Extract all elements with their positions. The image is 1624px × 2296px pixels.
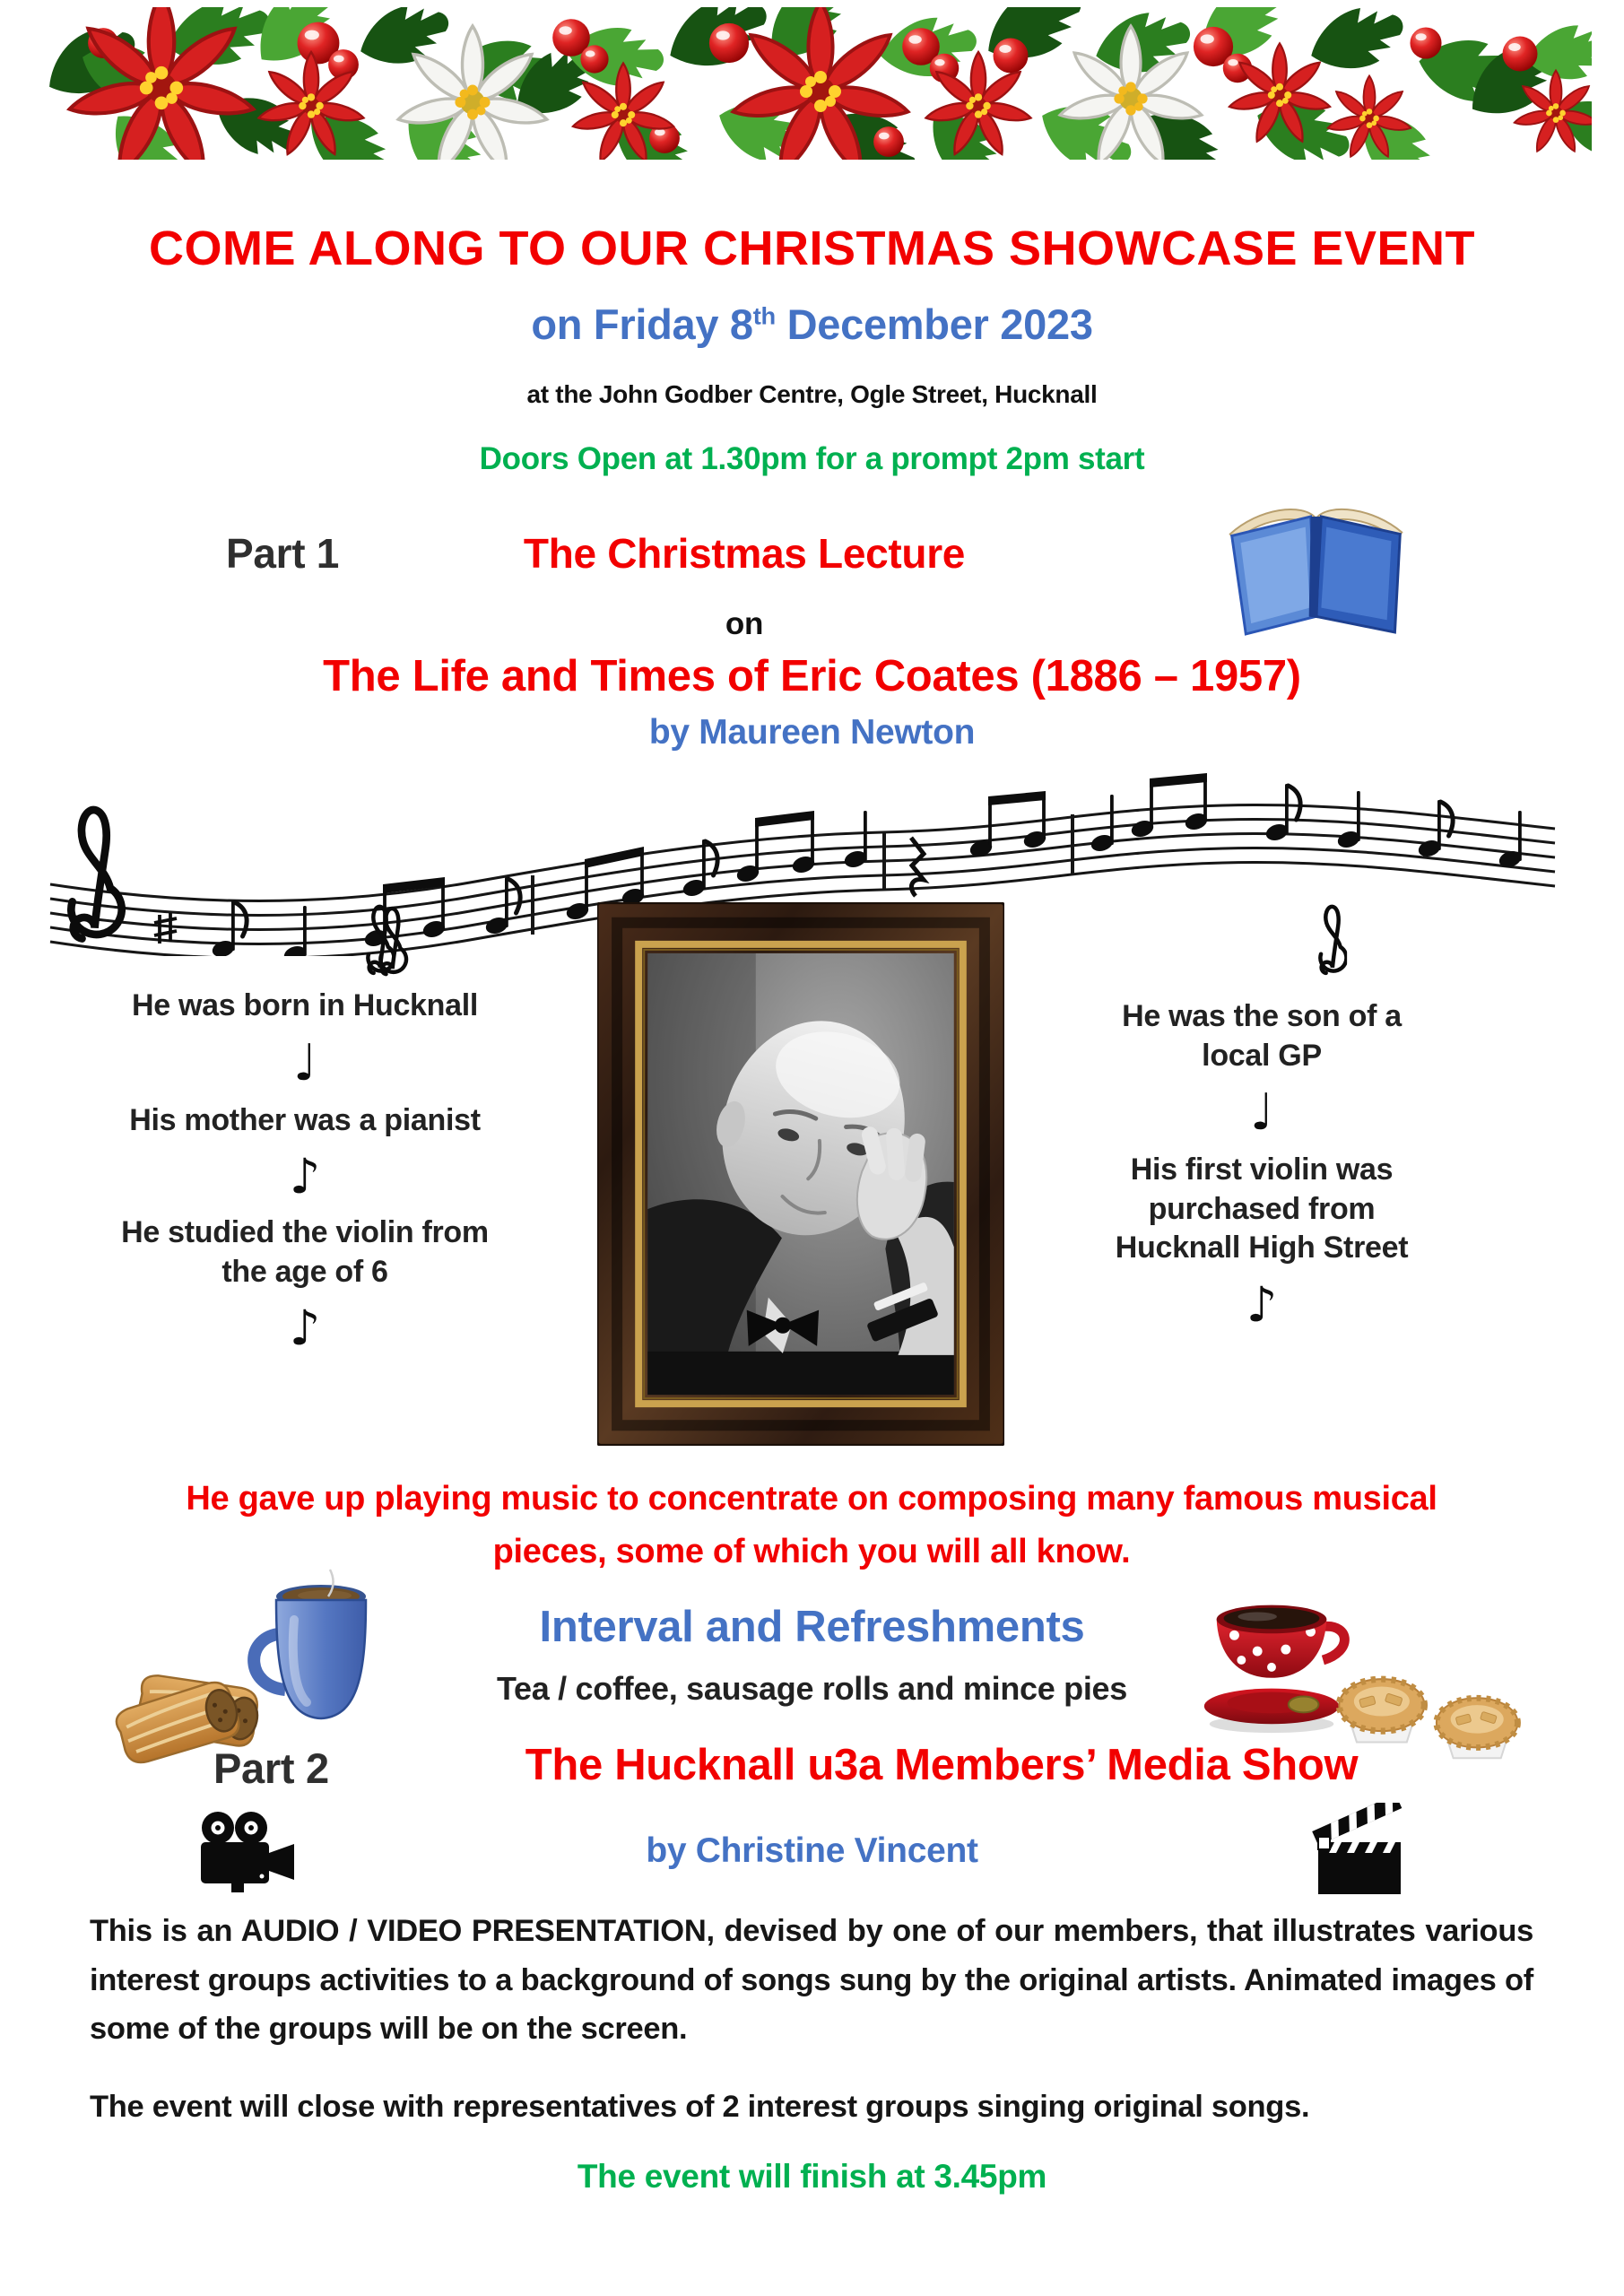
fact-item: His mother was a pianist — [129, 1102, 481, 1137]
fact-item: He was the son of a local GP — [1122, 999, 1402, 1073]
date-suffix: December 2023 — [775, 300, 1093, 348]
tea-mug-image — [248, 1564, 384, 1740]
event-date — [0, 300, 1624, 349]
date-prefix: on Friday 8 — [531, 300, 753, 348]
fact-item: He studied the violin from the age of 6 — [121, 1215, 489, 1289]
finish-time-line: The event will finish at 3.45pm — [577, 2158, 1047, 2195]
doors-open-line: Doors Open at 1.30pm for a prompt 2pm start — [479, 441, 1145, 476]
part2-label: Part 2 — [213, 1744, 329, 1792]
treble-clef-icon — [343, 897, 411, 982]
venue-line: at the John Godber Centre, Ogle Street, Hucknall — [526, 380, 1098, 408]
eighth-note-icon: ♪ — [1246, 1275, 1278, 1333]
page-title: COME ALONG TO OUR CHRISTMAS SHOWCASE EVENT — [148, 222, 1476, 275]
lecture-title: The Life and Times of Eric Coates (1886 – 1957) — [323, 652, 1301, 700]
part1-byline: by Maureen Newton — [648, 713, 976, 752]
saucer-tag — [1289, 1697, 1319, 1713]
portrait-photo — [647, 953, 954, 1395]
treble-clef-icon — [1295, 897, 1363, 982]
connector-word: on — [725, 606, 764, 641]
part2-byline: by Christine Vincent — [646, 1831, 978, 1870]
quarter-note-icon: ♩ — [292, 1033, 317, 1092]
gave-up-paragraph: He gave up playing music to concentrate on composing many famous musical pieces, some of which you will all know. — [186, 1480, 1437, 1570]
fact-item: He was born in Hucknall — [131, 988, 479, 1022]
facts-column-right — [1087, 997, 1437, 1342]
clapperboard-icon — [1311, 1803, 1420, 1896]
quarter-note-icon: ♩ — [1249, 1083, 1274, 1143]
eighth-note-icon: ♪ — [289, 1148, 321, 1205]
closing-paragraph: The event will close with representatives of 2 interest groups singing original songs. — [90, 2090, 1310, 2124]
interval-subtitle: Tea / coffee, sausage rolls and mince pies — [496, 1670, 1127, 1707]
interval-title: Interval and Refreshments — [539, 1603, 1085, 1651]
eighth-note-icon: ♪ — [289, 1300, 321, 1357]
christmas-garland — [31, 7, 1592, 160]
presentation-paragraph: This is an AUDIO / VIDEO PRESENTATION, devised by one of our members, that illustrates various interest groups activities to a background of songs sung by the original artists. Animated images of some of the groups will be on the screen. — [90, 1914, 1533, 2046]
part1-label: Part 1 — [226, 530, 340, 577]
part2-title: The Hucknall u3a Members’ Media Show — [525, 1741, 1359, 1789]
date-ordinal: th — [752, 301, 776, 330]
fact-item: His first violin was purchased from Hucknall High Street — [1115, 1152, 1409, 1265]
framed-portrait-photo — [597, 902, 1004, 1446]
part1-title: The Christmas Lecture — [523, 530, 966, 577]
treble-clef-icon — [71, 810, 121, 938]
open-book-icon — [1220, 504, 1412, 640]
facts-column-left — [117, 987, 493, 1365]
